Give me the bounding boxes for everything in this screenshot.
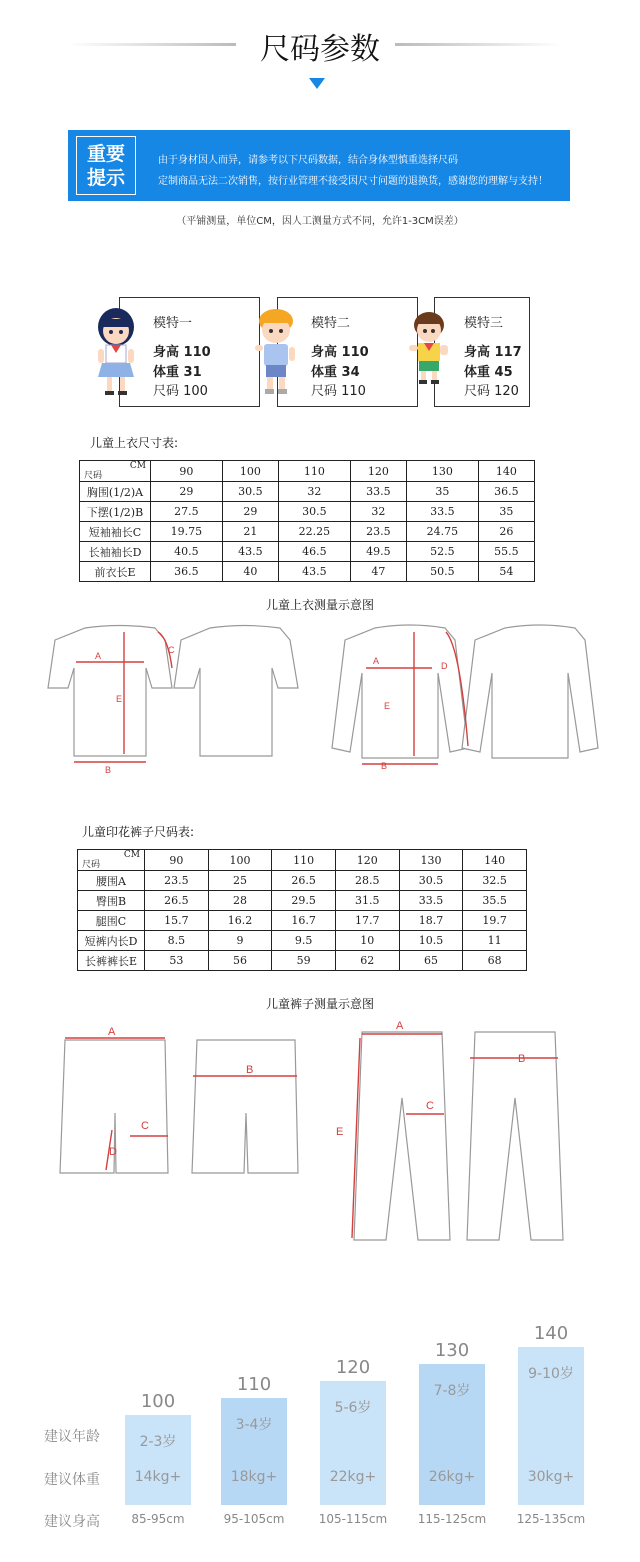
long-sleeve-back <box>462 625 598 758</box>
height-label: 85-95cm <box>131 1512 185 1526</box>
measure-label-b: B <box>105 765 112 775</box>
table-cell: 26.5 <box>145 891 209 911</box>
shorts-back <box>192 1040 298 1173</box>
top-table-title: 儿童上衣尺寸表: <box>90 436 179 450</box>
table-cell: 32.5 <box>463 871 527 891</box>
table-cell: 15.7 <box>145 911 209 931</box>
measure-label-e: E <box>384 701 391 711</box>
size-header: 130 <box>399 850 463 871</box>
table-cell: 49.5 <box>350 542 406 562</box>
size-header: 140 <box>478 461 534 482</box>
measure-label-b: B <box>518 1053 526 1065</box>
short-sleeve-front <box>48 626 172 757</box>
boy-model-illustration <box>252 303 302 397</box>
table-cell: 36.5 <box>151 562 223 582</box>
measure-label-b: B <box>246 1064 254 1076</box>
table-cell: 10 <box>335 931 399 951</box>
table-cell: 16.7 <box>272 911 336 931</box>
table-cell: 27.5 <box>151 502 223 522</box>
table-row <box>78 911 527 931</box>
age-label: 5-6岁 <box>334 1400 372 1416</box>
long-pants-back <box>467 1032 563 1240</box>
table-cell: 19.7 <box>463 911 527 931</box>
table-header-row <box>78 850 527 871</box>
size-label: 110 <box>236 1374 272 1395</box>
table-cell: 65 <box>399 951 463 971</box>
notice-line-1: 由于身材因人而异，请参考以下尺码数据，结合身体型慎重选择尺码 <box>158 155 458 166</box>
measure-label-e: E <box>336 1126 344 1138</box>
weight-label: 14kg+ <box>134 1469 182 1485</box>
corner-cm: CM <box>123 850 140 860</box>
table-cell: 25 <box>208 871 272 891</box>
table-cell: 30.5 <box>278 502 350 522</box>
model-weight: 体重 34 <box>311 365 360 380</box>
measure-label-c: C <box>141 1120 149 1132</box>
table-cell: 22.25 <box>278 522 350 542</box>
measure-label-c: C <box>426 1100 434 1112</box>
row-label: 长袖袖长D <box>80 542 151 562</box>
table-cell: 35 <box>478 502 534 522</box>
table-row <box>78 931 527 951</box>
age-label: 3-4岁 <box>235 1417 273 1433</box>
table-cell: 62 <box>335 951 399 971</box>
table-cell: 47 <box>350 562 406 582</box>
size-label: 140 <box>533 1323 569 1344</box>
table-cell: 16.2 <box>208 911 272 931</box>
table-cell: 26.5 <box>272 871 336 891</box>
table-corner <box>80 461 151 482</box>
table-cell: 29 <box>222 502 278 522</box>
pants-measure-diagram <box>40 1018 600 1248</box>
table-cell: 40 <box>222 562 278 582</box>
table-corner <box>78 850 145 871</box>
row-label: 臀围B <box>78 891 145 911</box>
notice-line-2: 定制商品无法二次销售，按行业管理不接受因尺寸问题的退换货，感谢您的理解与支持！ <box>158 176 548 187</box>
size-label: 100 <box>140 1391 176 1412</box>
table-cell: 19.75 <box>151 522 223 542</box>
measure-label-a: A <box>95 651 102 661</box>
size-header: 110 <box>272 850 336 871</box>
table-cell: 35.5 <box>463 891 527 911</box>
model-name: 模特三 <box>464 316 504 331</box>
measure-note: （平铺测量，单位CM，因人工测量方式不同，允许1-3CM误差） <box>176 216 464 227</box>
short-sleeve-back <box>174 626 298 757</box>
table-cell: 52.5 <box>406 542 478 562</box>
row-label: 长裤裤长E <box>78 951 145 971</box>
size-header: 130 <box>406 461 478 482</box>
size-header: 100 <box>208 850 272 871</box>
size-header: 100 <box>222 461 278 482</box>
size-header: 120 <box>335 850 399 871</box>
pants-diagram-caption: 儿童裤子测量示意图 <box>265 997 374 1011</box>
long-sleeve-front <box>332 625 468 758</box>
table-cell: 23.5 <box>350 522 406 542</box>
row-label: 胸围(1/2)A <box>80 482 151 502</box>
table-cell: 32 <box>350 502 406 522</box>
table-cell: 46.5 <box>278 542 350 562</box>
table-row <box>80 522 535 542</box>
page-title: 尺码参数 <box>260 32 380 67</box>
long-pants-front <box>354 1032 450 1240</box>
table-cell: 24.75 <box>406 522 478 542</box>
model-height: 身高 110 <box>311 345 369 360</box>
corner-size: 尺码 <box>82 860 101 870</box>
model-size: 尺码 100 <box>153 384 208 399</box>
table-cell: 33.5 <box>350 482 406 502</box>
table-row <box>80 502 535 522</box>
weight-label: 18kg+ <box>230 1469 278 1485</box>
table-cell: 10.5 <box>399 931 463 951</box>
top-diagram-caption: 儿童上衣测量示意图 <box>265 598 374 612</box>
row-label: 前衣长E <box>80 562 151 582</box>
measure-label-c: C <box>168 645 175 655</box>
measure-label-d: D <box>441 661 448 671</box>
height-label: 115-125cm <box>417 1512 487 1526</box>
height-label: 105-115cm <box>318 1512 388 1526</box>
model-size: 尺码 110 <box>311 384 366 399</box>
height-label: 95-105cm <box>223 1512 285 1526</box>
measure-label-a: A <box>396 1020 404 1032</box>
model-name: 模特二 <box>311 316 351 331</box>
table-cell: 29.5 <box>272 891 336 911</box>
pants-table-title: 儿童印花裤子尺码表: <box>82 825 195 839</box>
top-size-table <box>79 460 535 582</box>
table-cell: 33.5 <box>406 502 478 522</box>
height-label: 125-135cm <box>516 1512 586 1526</box>
table-cell: 35 <box>406 482 478 502</box>
table-row <box>80 482 535 502</box>
notice-tag-line2: 提示 <box>86 167 125 189</box>
table-cell: 11 <box>463 931 527 951</box>
table-cell: 28.5 <box>335 871 399 891</box>
table-cell: 31.5 <box>335 891 399 911</box>
down-triangle-icon <box>309 78 325 89</box>
notice-banner <box>68 130 570 201</box>
row-label: 下摆(1/2)B <box>80 502 151 522</box>
table-cell: 43.5 <box>278 562 350 582</box>
model-height: 身高 110 <box>153 345 211 360</box>
table-cell: 40.5 <box>151 542 223 562</box>
row-label: 腰围A <box>78 871 145 891</box>
age-label: 9-10岁 <box>528 1366 574 1382</box>
table-row <box>80 542 535 562</box>
table-cell: 43.5 <box>222 542 278 562</box>
table-cell: 32 <box>278 482 350 502</box>
table-cell: 33.5 <box>399 891 463 911</box>
table-row <box>80 562 535 582</box>
table-cell: 18.7 <box>399 911 463 931</box>
row-label-weight: 建议体重 <box>44 1472 100 1488</box>
size-header: 90 <box>151 461 223 482</box>
table-cell: 8.5 <box>145 931 209 951</box>
size-header: 120 <box>350 461 406 482</box>
table-row <box>78 871 527 891</box>
size-label: 130 <box>434 1340 470 1361</box>
corner-size: 尺码 <box>84 471 103 481</box>
table-cell: 9 <box>208 931 272 951</box>
table-cell: 30.5 <box>399 871 463 891</box>
notice-tag <box>76 136 136 195</box>
table-cell: 30.5 <box>222 482 278 502</box>
table-cell: 21 <box>222 522 278 542</box>
table-cell: 23.5 <box>145 871 209 891</box>
row-label-age: 建议年龄 <box>44 1429 100 1445</box>
table-cell: 9.5 <box>272 931 336 951</box>
measure-label-b: B <box>381 761 388 771</box>
table-cell: 56 <box>208 951 272 971</box>
table-cell: 50.5 <box>406 562 478 582</box>
table-row <box>78 951 527 971</box>
table-cell: 53 <box>145 951 209 971</box>
table-cell: 59 <box>272 951 336 971</box>
model-weight: 体重 31 <box>153 365 202 380</box>
table-cell: 28 <box>208 891 272 911</box>
measure-label-e: E <box>116 694 123 704</box>
table-cell: 17.7 <box>335 911 399 931</box>
table-cell: 68 <box>463 951 527 971</box>
table-header-row <box>80 461 535 482</box>
size-header: 90 <box>145 850 209 871</box>
measure-label-a: A <box>373 656 380 666</box>
row-label-height: 建议身高 <box>44 1514 100 1530</box>
measure-label-a: A <box>108 1026 116 1038</box>
table-cell: 54 <box>478 562 534 582</box>
size-label: 120 <box>335 1357 371 1378</box>
pants-size-table <box>77 849 527 971</box>
top-measure-diagram <box>40 618 600 778</box>
weight-label: 30kg+ <box>527 1469 575 1485</box>
row-label: 腿围C <box>78 911 145 931</box>
model-size: 尺码 120 <box>464 384 519 399</box>
size-bar <box>125 1415 191 1505</box>
weight-label: 26kg+ <box>428 1469 476 1485</box>
table-cell: 29 <box>151 482 223 502</box>
measure-label-d: D <box>109 1146 117 1158</box>
size-header: 140 <box>463 850 527 871</box>
girl-model-illustration <box>94 305 142 397</box>
model-weight: 体重 45 <box>464 365 513 380</box>
table-cell: 26 <box>478 522 534 542</box>
size-header: 110 <box>278 461 350 482</box>
age-label: 7-8岁 <box>433 1383 471 1399</box>
model-name: 模特一 <box>153 316 193 331</box>
weight-label: 22kg+ <box>329 1469 377 1485</box>
table-cell: 55.5 <box>478 542 534 562</box>
boy-model-illustration <box>407 307 451 385</box>
age-label: 2-3岁 <box>139 1434 177 1450</box>
model-height: 身高 117 <box>464 345 522 360</box>
corner-cm: CM <box>129 461 146 471</box>
row-label: 短裤内长D <box>78 931 145 951</box>
table-row <box>78 891 527 911</box>
row-label: 短袖袖长C <box>80 522 151 542</box>
table-cell: 36.5 <box>478 482 534 502</box>
notice-tag-line1: 重要 <box>86 143 125 165</box>
